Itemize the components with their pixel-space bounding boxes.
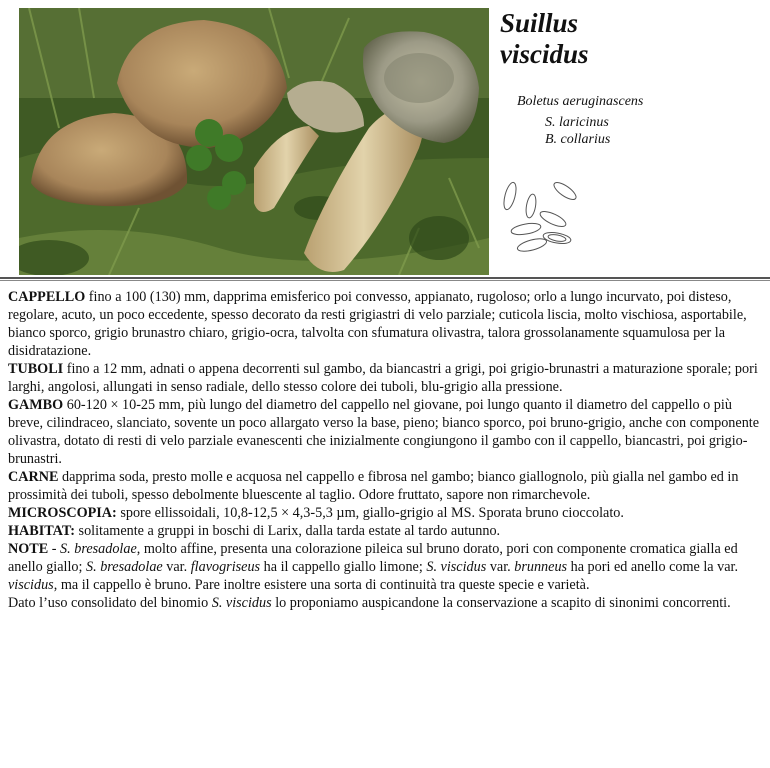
text-cappello: fino a 100 (130) mm, dapprima emisferico poi convesso, appianato, rugoloso; orlo a lungo incurvato, poi disteso, regolare, acuto, un poco eccedente, spesso decorato da resti grigiastri di velo parziale; cuticola liscia, molto vischiosa, asportabile, bianco sporco, grigio brunastro chiaro, grigio-ocra, talvolta con sfumatura olivastra, talora grossolanamente squamulosa per la disidratazione. xyxy=(8,289,747,359)
section-divider xyxy=(0,277,770,281)
section-gambo xyxy=(8,396,766,468)
note-italic-2: S. bresadolae xyxy=(86,559,163,575)
synonym-b-collarius: B. collarius xyxy=(545,132,611,147)
note-italic-3: flavogriseus xyxy=(190,559,261,575)
description-body xyxy=(8,288,766,612)
section-carne xyxy=(8,468,766,504)
note-text-5: var. xyxy=(486,559,515,575)
section-note xyxy=(8,540,766,594)
note-italic-5: brunneus xyxy=(514,559,568,575)
heading-cappello: CAPPELLO xyxy=(8,289,86,305)
heading-carne: CARNE xyxy=(8,469,59,485)
heading-tuboli: TUBOLI xyxy=(8,361,64,377)
spore-drawing-icon xyxy=(500,178,582,258)
text-gambo: 60-120 × 10-25 mm, più lungo del diametro del cappello nel giovane, poi lungo quanto il diametro del cappello o più breve, cilindraceo, slanciato, sovente un poco allargato verso la base, pieno; bianco sporco, poi bruno-grigio, anche con componente olivastra, dotato di resti di velo parziale evanescenti che inizialmente congiungono il gambo con il cappello, biancastri, poi grigio-brunastri. xyxy=(8,397,760,467)
conclusion-text-2: lo proponiamo auspicandone la conservazione a scapito di sinonimi concorrenti. xyxy=(271,595,731,611)
note-text-4: ha il cappello giallo limone; xyxy=(260,559,427,575)
text-carne: dapprima soda, presto molle e acquosa nel cappello e fibrosa nel gambo; bianco giallognolo, più gialla nel gambo ed in prossimità dei tuboli, spesso debolmente bluescente al taglio. Odore fruttato, sapore non rimarchevole. xyxy=(8,469,739,503)
synonym-boletus-aeruginascens: Boletus aeruginascens xyxy=(517,94,644,109)
text-microscopia: spore ellissoidali, 10,8-12,5 × 4,3-5,3 µm, giallo-grigio al MS. Sporata bruno cioccolato. xyxy=(116,505,624,521)
note-text-3: var. xyxy=(162,559,191,575)
species-title xyxy=(500,8,589,70)
text-habitat: solitamente a gruppi in boschi di Larix, dalla tarda estate al tardo autunno. xyxy=(75,523,501,539)
title-epithet: viscidus xyxy=(500,39,589,69)
section-microscopia xyxy=(8,504,766,522)
section-tuboli xyxy=(8,360,766,396)
title-genus: Suillus xyxy=(500,8,579,38)
conclusion-text-1: Dato l’uso consolidato del binomio xyxy=(8,595,212,611)
heading-gambo: GAMBO xyxy=(8,397,64,413)
conclusion-italic-1: S. viscidus xyxy=(211,595,272,611)
heading-habitat: HABITAT: xyxy=(8,523,75,539)
note-text-7: , ma il cappello è bruno. Pare inoltre esistere una sorta di continuità tra queste specie e varietà. xyxy=(53,577,590,593)
note-italic-4: S. viscidus xyxy=(426,559,487,575)
mushroom-photo xyxy=(19,8,489,275)
note-text-6: ha pori ed anello come la var. xyxy=(567,559,739,575)
note-italic-1: S. bresadolae xyxy=(60,541,137,557)
heading-note: NOTE xyxy=(8,541,49,557)
note-italic-6: viscidus xyxy=(8,577,54,593)
heading-microscopia: MICROSCOPIA: xyxy=(8,505,117,521)
section-cappello xyxy=(8,288,766,360)
synonym-s-laricinus: S. laricinus xyxy=(545,115,609,130)
section-conclusion xyxy=(8,594,766,612)
text-tuboli: fino a 12 mm, adnati o appena decorrenti sul gambo, da biancastri a grigi, poi grigio-brunastri a maturazione sporale; pori larghi, angolosi, allungati in senso radiale, dello stesso colore dei tuboli, blu-grigio alla pressione. xyxy=(8,361,758,395)
section-habitat xyxy=(8,522,766,540)
note-text-2: , molto affine, presenta una colorazione pileica sul bruno dorato, pori con componente cromatica gialla ed anello giallo; xyxy=(8,541,738,575)
note-text-1: - xyxy=(48,541,61,557)
